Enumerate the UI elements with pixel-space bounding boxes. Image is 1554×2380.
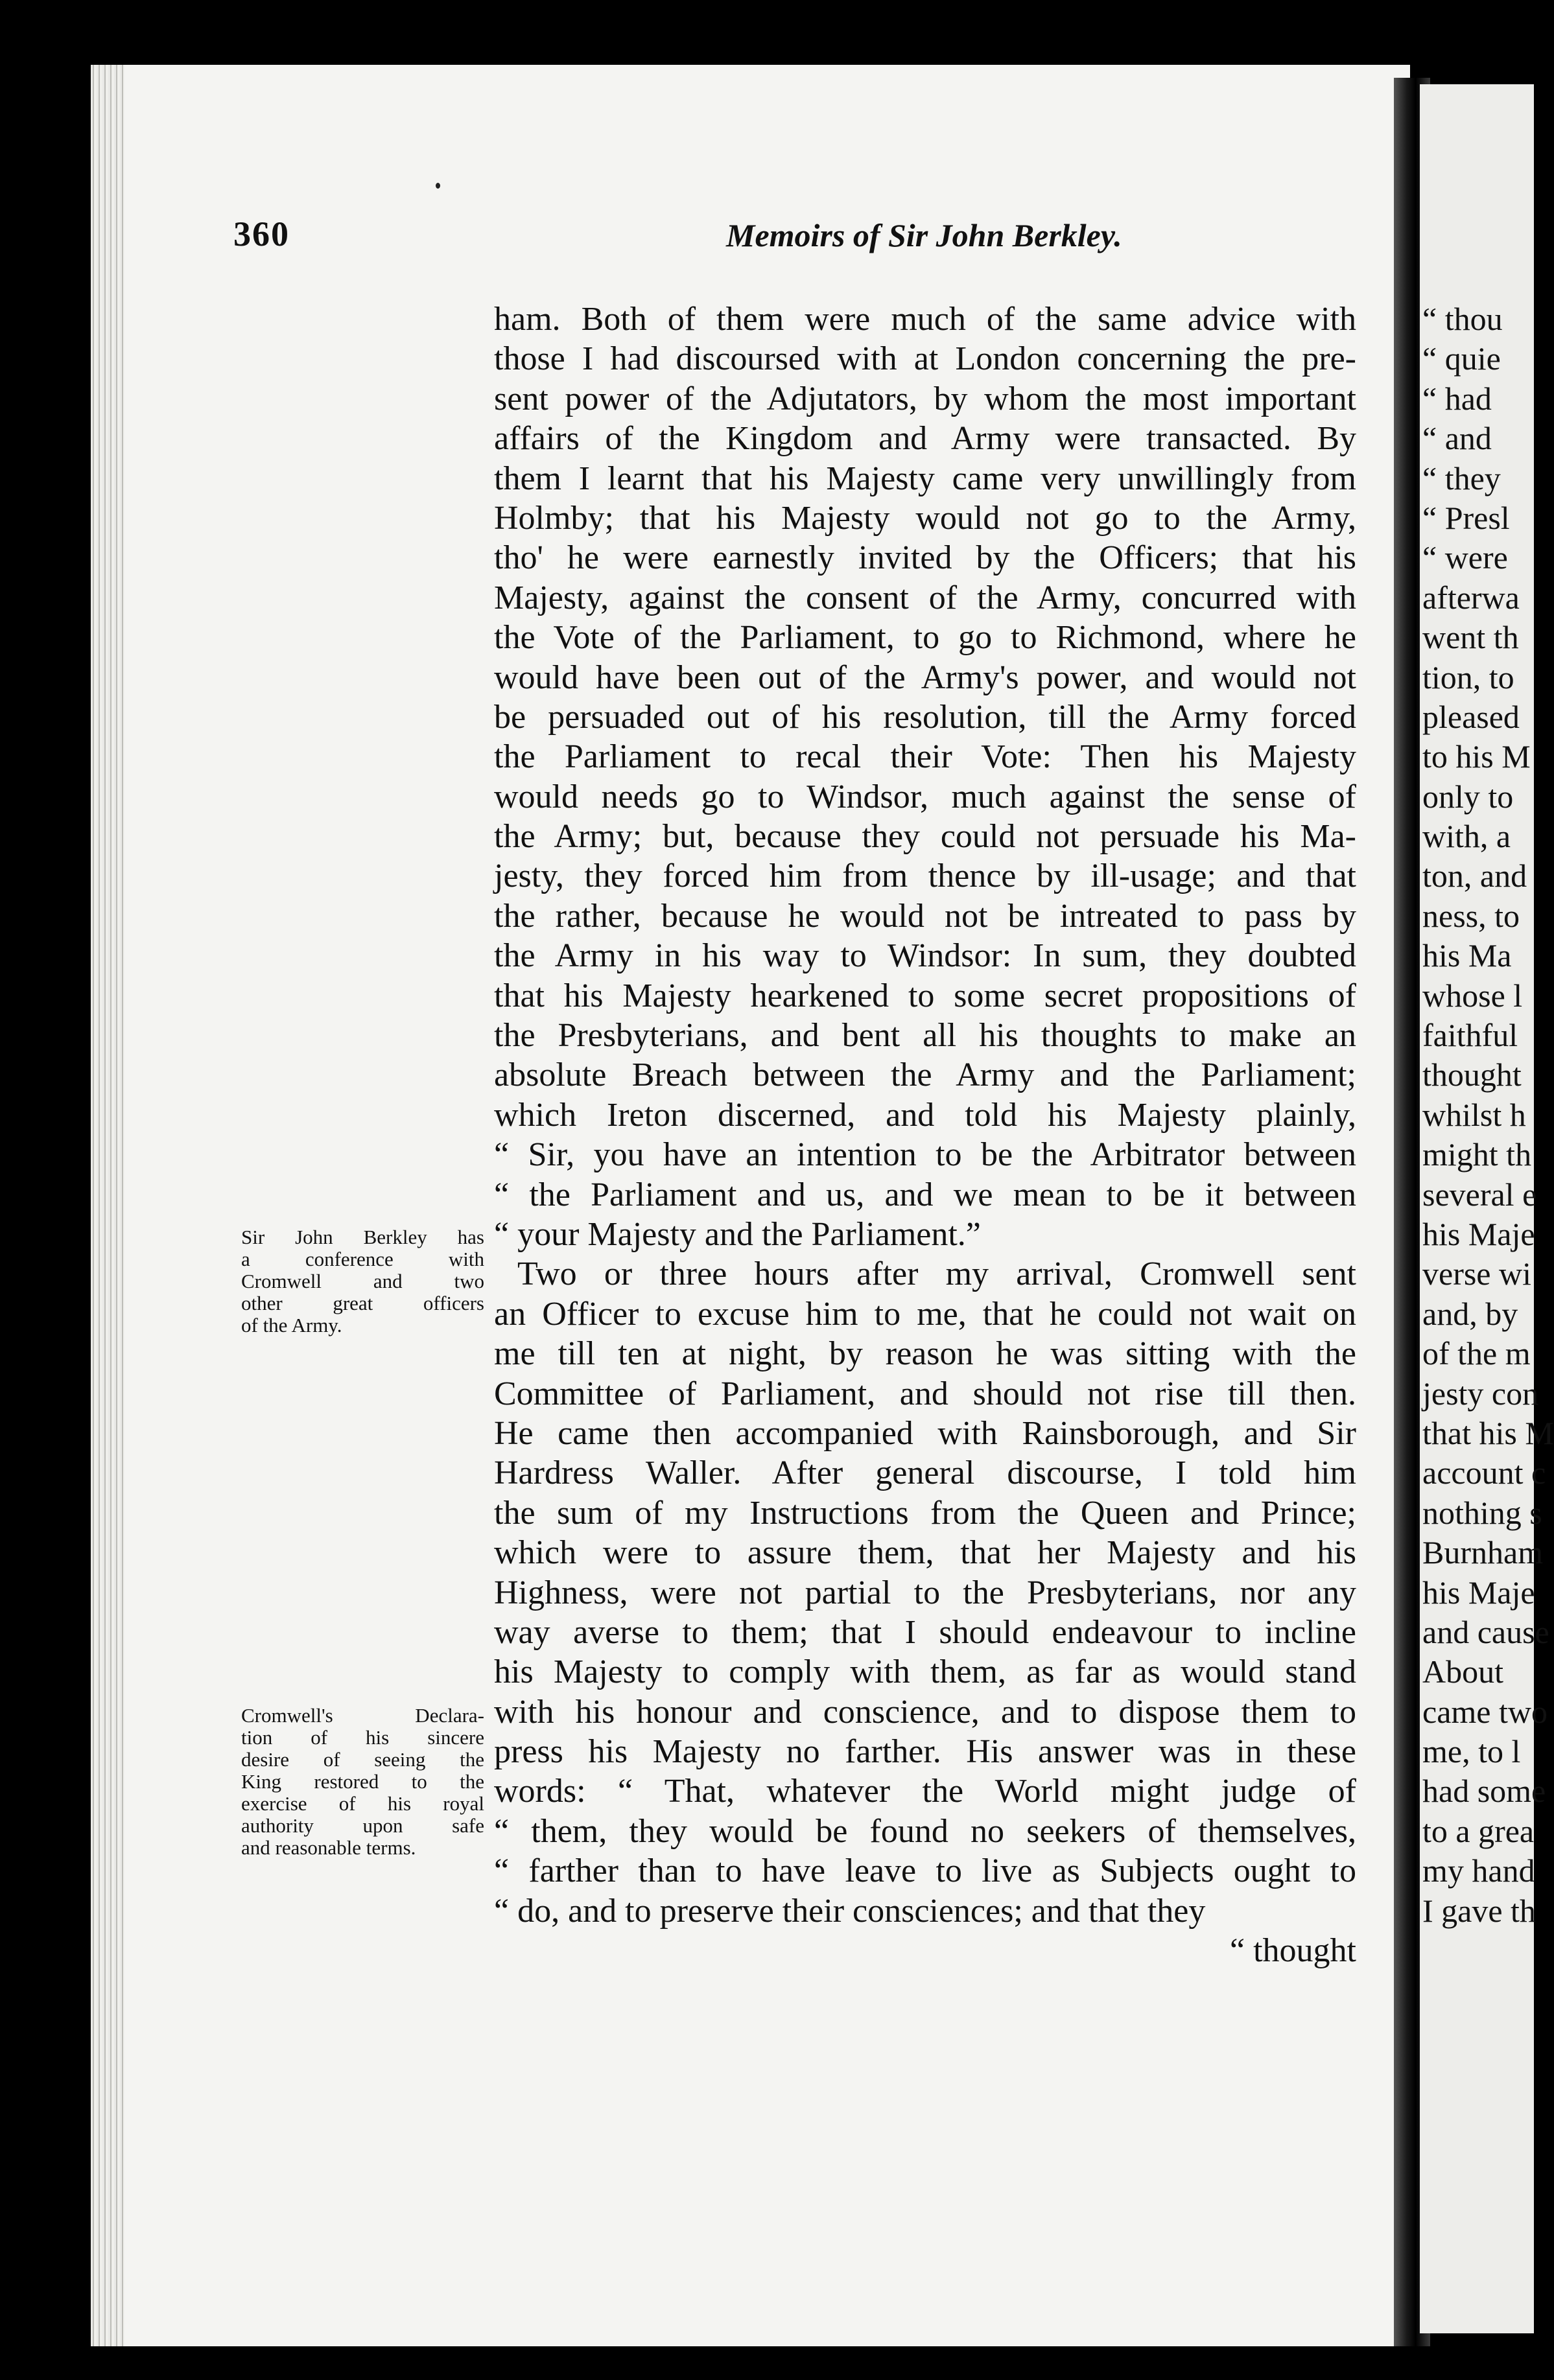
facing-page-line: only to bbox=[1422, 778, 1514, 815]
margin-note-line: Cromwell and two bbox=[241, 1270, 484, 1292]
facing-page-line: with, a bbox=[1422, 818, 1511, 855]
margin-note-conference bbox=[241, 1226, 484, 1336]
facing-page-line: “ quie bbox=[1422, 340, 1501, 377]
facing-page-line: my hand bbox=[1422, 1852, 1535, 1889]
facing-page-line: ton, and bbox=[1422, 858, 1527, 894]
facing-page-line: and cause bbox=[1422, 1613, 1549, 1650]
text-line: tho' he were earnestly invited by the Officers; that his bbox=[494, 539, 1356, 577]
facing-page-line: whose l bbox=[1422, 977, 1523, 1014]
facing-page-line: “ they bbox=[1422, 460, 1501, 496]
facing-page-line: account c bbox=[1422, 1454, 1546, 1491]
text-line: those I had discoursed with at London concerning the pre- bbox=[494, 340, 1356, 378]
text-line: “ your Majesty and the Parliament.” bbox=[494, 1215, 981, 1253]
facing-page-line: afterwa bbox=[1422, 579, 1520, 616]
text-line: way averse to them; that I should endeavour to incline bbox=[494, 1613, 1356, 1651]
text-line: Two or three hours after my arrival, Cromwell sent bbox=[517, 1255, 1356, 1293]
text-line: affairs of the Kingdom and Army were transacted. By bbox=[494, 420, 1356, 458]
margin-note-declaration bbox=[241, 1705, 484, 1859]
facing-page-line: and, by bbox=[1422, 1295, 1518, 1332]
text-line: Committee of Parliament, and should not rise till then. bbox=[494, 1375, 1356, 1412]
facing-page-line: nothing s bbox=[1422, 1494, 1542, 1531]
text-line: them I learnt that his Majesty came very unwillingly from bbox=[494, 460, 1356, 497]
facing-page-line: whilst h bbox=[1422, 1096, 1526, 1133]
facing-page-line: jesty con bbox=[1422, 1375, 1539, 1412]
facing-page-line: Burnham bbox=[1422, 1534, 1544, 1571]
facing-page-line: to his M bbox=[1422, 738, 1531, 775]
text-line: an Officer to excuse him to me, that he could not wait on bbox=[494, 1295, 1356, 1333]
text-line: the Army; but, because they could not persuade his Ma- bbox=[494, 818, 1356, 856]
text-line: “ the Parliament and us, and we mean to be it between bbox=[494, 1176, 1356, 1213]
facing-page-line: ness, to bbox=[1422, 897, 1520, 934]
facing-page-line: thought bbox=[1422, 1056, 1522, 1093]
text-line: that his Majesty hearkened to some secret propositions of bbox=[494, 977, 1356, 1014]
facing-page-line: “ thou bbox=[1422, 301, 1503, 337]
facing-page-text bbox=[1420, 299, 1554, 1931]
catchword: “ thought bbox=[1230, 1932, 1356, 1970]
text-line: which Ireton discerned, and told his Majesty plainly, bbox=[494, 1096, 1356, 1134]
text-line: words: “ That, whatever the World might judge of bbox=[494, 1773, 1356, 1810]
page-number: 360 bbox=[233, 215, 290, 253]
text-line: me till ten at night, by reason he was sitting with the bbox=[494, 1335, 1356, 1373]
ink-speck bbox=[436, 183, 440, 189]
text-line: the Parliament to recal their Vote: Then his Majesty bbox=[494, 738, 1356, 776]
facing-page-line: several e bbox=[1422, 1176, 1537, 1213]
margin-note-line: other great officers bbox=[241, 1292, 484, 1314]
margin-note-line: desire of seeing the bbox=[241, 1748, 484, 1771]
text-line: “ them, they would be found no seekers of themselves, bbox=[494, 1812, 1356, 1850]
facing-page-line: “ and bbox=[1422, 420, 1492, 457]
text-line: would have been out of the Army's power, and would not bbox=[494, 659, 1356, 696]
margin-note-line: of the Army. bbox=[241, 1314, 342, 1336]
text-line: “ Sir, you have an intention to be the Arbitrator between bbox=[494, 1136, 1356, 1174]
text-line: would needs go to Windsor, much against the sense of bbox=[494, 778, 1356, 815]
facing-page-line: verse wi bbox=[1422, 1255, 1531, 1292]
text-line: which were to assure them, that her Majesty and his bbox=[494, 1534, 1356, 1572]
facing-page-line: his Maje bbox=[1422, 1574, 1535, 1611]
margin-note-line: Cromwell's Declara- bbox=[241, 1704, 484, 1727]
text-line: his Majesty to comply with them, as far as would stand bbox=[494, 1653, 1356, 1691]
margin-note-line: and reasonable terms. bbox=[241, 1836, 416, 1859]
text-line: He came then accompanied with Rainsborough, and Sir bbox=[494, 1414, 1356, 1452]
facing-page-line: me, to l bbox=[1422, 1733, 1521, 1770]
margin-note-line: Sir John Berkley has bbox=[241, 1226, 484, 1248]
text-line: be persuaded out of his resolution, till the Army forced bbox=[494, 698, 1356, 736]
text-line: Majesty, against the consent of the Army, concurred with bbox=[494, 579, 1356, 616]
text-line: “ farther than to have leave to live as Subjects ought to bbox=[494, 1852, 1356, 1890]
text-line: with his honour and conscience, and to dispose them to bbox=[494, 1693, 1356, 1731]
page-header bbox=[233, 214, 1355, 272]
text-line: Highness, were not partial to the Presbyterians, nor any bbox=[494, 1574, 1356, 1611]
margin-note-line: a conference with bbox=[241, 1248, 484, 1270]
page-edge-stack bbox=[91, 65, 124, 2346]
text-line: Hardress Waller. After general discourse, I told him bbox=[494, 1454, 1356, 1492]
facing-page-line: “ were bbox=[1422, 539, 1508, 576]
facing-page-line: “ Presl bbox=[1422, 499, 1510, 536]
facing-page-line: pleased bbox=[1422, 698, 1520, 735]
text-line: the rather, because he would not be intreated to pass by bbox=[494, 897, 1356, 935]
facing-page bbox=[1420, 84, 1554, 2333]
facing-page-line: faithful bbox=[1422, 1017, 1518, 1054]
facing-page-line: of the m bbox=[1422, 1335, 1531, 1372]
text-line: Holmby; that his Majesty would not go to the Army, bbox=[494, 499, 1356, 537]
facing-page-line: came two bbox=[1422, 1693, 1548, 1730]
text-line: the Presbyterians, and bent all his thoughts to make an bbox=[494, 1017, 1356, 1055]
facing-page-line: went th bbox=[1422, 619, 1519, 656]
facing-page-line: I gave th bbox=[1422, 1892, 1536, 1929]
facing-page-line: his Ma bbox=[1422, 937, 1512, 974]
text-line: the Vote of the Parliament, to go to Richmond, where he bbox=[494, 619, 1356, 657]
facing-page-line: had some bbox=[1422, 1773, 1546, 1810]
facing-page-line: tion, to bbox=[1422, 659, 1514, 695]
facing-page-line: to a grea bbox=[1422, 1812, 1535, 1849]
text-line: the Army in his way to Windsor: In sum, they doubted bbox=[494, 937, 1356, 975]
text-line: sent power of the Adjutators, by whom the most important bbox=[494, 380, 1356, 417]
text-line: absolute Breach between the Army and the Parliament; bbox=[494, 1056, 1356, 1094]
margin-note-line: King restored to the bbox=[241, 1770, 484, 1793]
body-text bbox=[494, 299, 1356, 1970]
margin-note-line: exercise of his royal bbox=[241, 1792, 484, 1815]
text-line: the sum of my Instructions from the Queen and Prince; bbox=[494, 1494, 1356, 1532]
text-line: “ do, and to preserve their consciences; and that they bbox=[494, 1892, 1206, 1930]
facing-page-line: his Maje bbox=[1422, 1215, 1535, 1252]
running-title: Memoirs of Sir John Berkley. bbox=[726, 217, 1122, 253]
facing-page-line: “ had bbox=[1422, 380, 1492, 417]
margin-note-line: authority upon safe bbox=[241, 1814, 484, 1837]
facing-page-line: About bbox=[1422, 1653, 1503, 1690]
text-line: press his Majesty no farther. His answer was in these bbox=[494, 1733, 1356, 1771]
text-line: jesty, they forced him from thence by ill-usage; and that bbox=[494, 858, 1356, 895]
facing-page-line: might th bbox=[1422, 1136, 1532, 1173]
margin-note-line: tion of his sincere bbox=[241, 1726, 484, 1749]
text-line: ham. Both of them were much of the same advice with bbox=[494, 301, 1356, 338]
facing-page-line: that his M bbox=[1422, 1414, 1554, 1451]
